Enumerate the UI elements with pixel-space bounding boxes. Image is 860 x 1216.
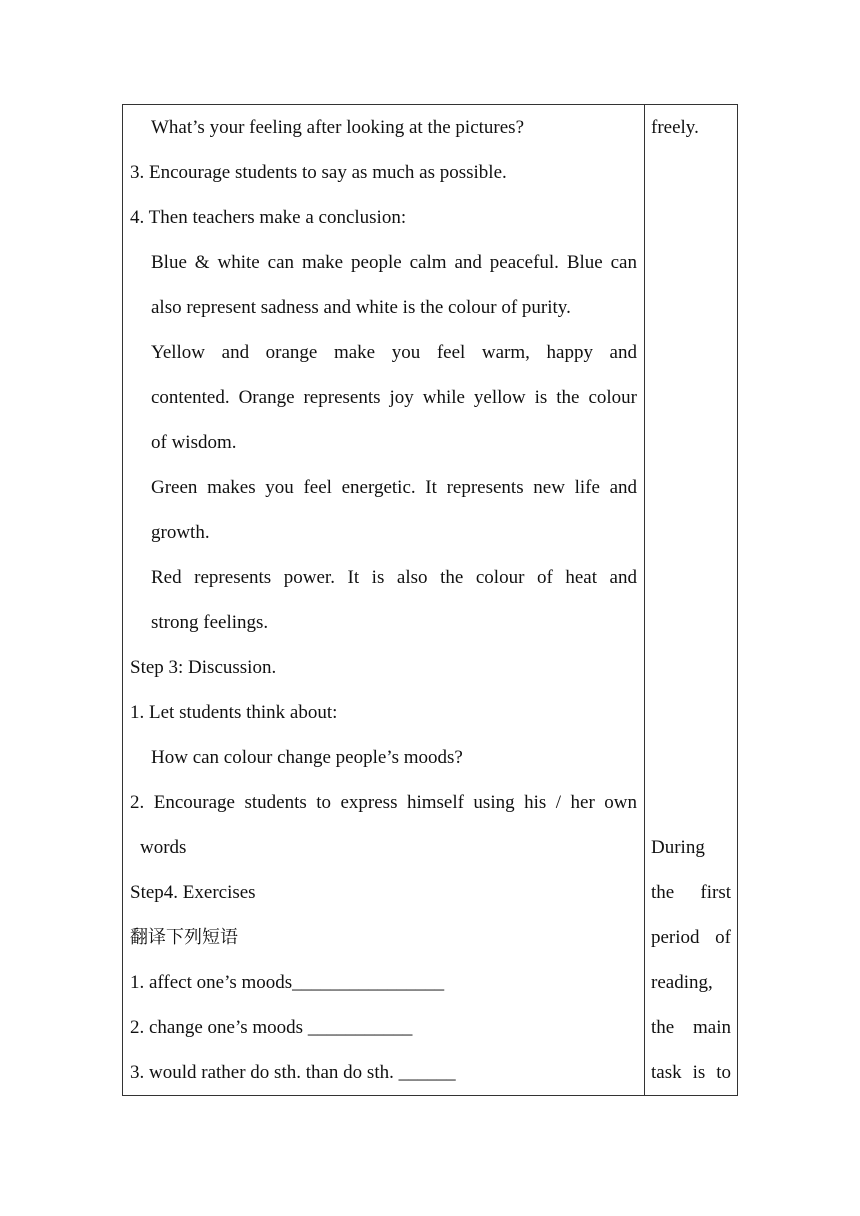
text-line: What’s your feeling after looking at the pictures? xyxy=(151,117,525,138)
text-line: Green makes you feel energetic. It represents new life and xyxy=(151,477,637,498)
text-line: of wisdom. xyxy=(151,432,237,453)
right-note-top: freely. xyxy=(651,117,699,138)
right-note-line: During xyxy=(651,837,705,858)
right-note-line: task is to xyxy=(651,1062,731,1083)
text-line: Blue & white can make people calm and peaceful. Blue can xyxy=(151,252,637,273)
text-line: 2. Encourage students to express himself using his / her own xyxy=(130,792,637,813)
right-note-line: period of xyxy=(651,927,731,948)
text-line: Step 3: Discussion. xyxy=(130,657,277,678)
text-line: Yellow and orange make you feel warm, happy and xyxy=(151,342,637,363)
right-note-line: the first xyxy=(651,882,731,903)
text-line: 翻译下列短语 xyxy=(130,927,238,948)
text-line: growth. xyxy=(151,522,210,543)
right-note-line: reading, xyxy=(651,972,713,993)
text-line: 1. Let students think about: xyxy=(130,702,338,723)
text-line: Step4. Exercises xyxy=(130,882,256,903)
text-line: Red represents power. It is also the colour of heat and xyxy=(151,567,637,588)
text-line: 4. Then teachers make a conclusion: xyxy=(130,207,407,228)
lesson-plan-table xyxy=(122,104,738,1096)
text-line: 1. affect one’s moods________________ xyxy=(130,972,445,993)
text-line: How can colour change people’s moods? xyxy=(151,747,463,768)
text-line: words xyxy=(140,837,187,858)
text-line: 3. Encourage students to say as much as possible. xyxy=(130,162,507,183)
text-line: 2. change one’s moods ___________ xyxy=(130,1017,413,1038)
right-note-line: the main xyxy=(651,1017,731,1038)
text-line: contented. Orange represents joy while yellow is the colour xyxy=(151,387,637,408)
text-line: also represent sadness and white is the colour of purity. xyxy=(151,297,571,318)
column-divider xyxy=(644,105,645,1095)
text-line: strong feelings. xyxy=(151,612,269,633)
text-line: 3. would rather do sth. than do sth. ______ xyxy=(130,1062,456,1083)
